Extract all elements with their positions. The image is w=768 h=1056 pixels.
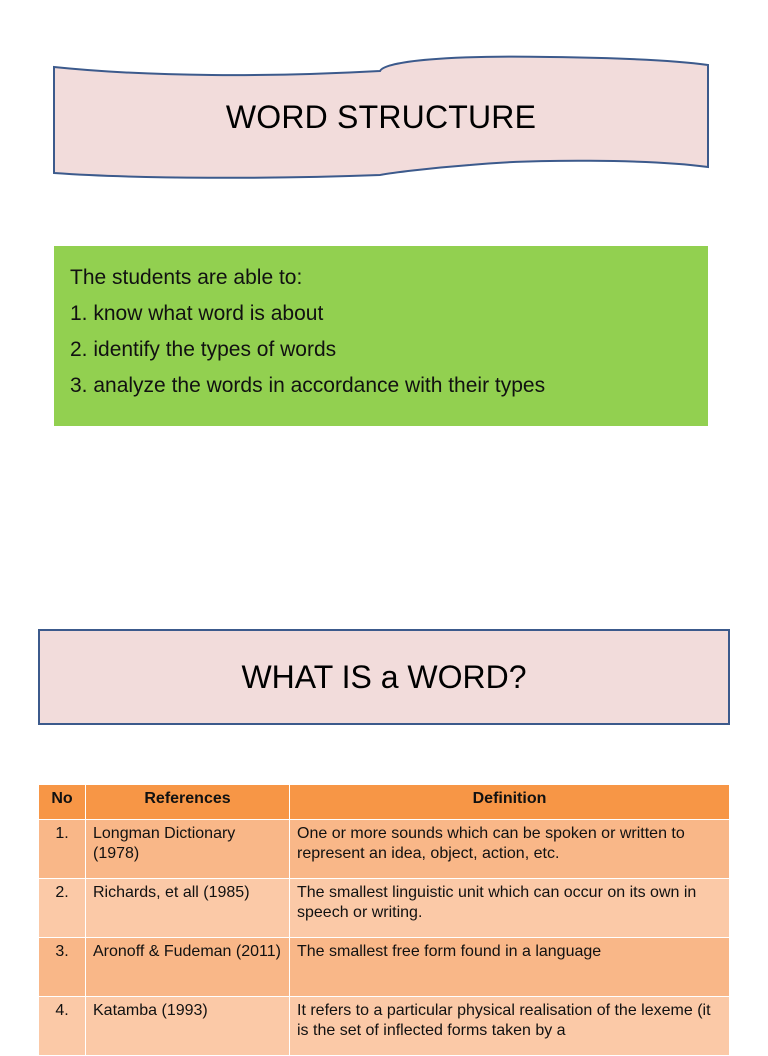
cell-reference: Aronoff & Fudeman (2011) <box>86 938 290 997</box>
cell-definition: The smallest linguistic unit which can occur on its own in speech or writing. <box>290 879 730 938</box>
cell-no: 2. <box>39 879 86 938</box>
definitions-table <box>38 784 730 1056</box>
cell-reference: Longman Dictionary (1978) <box>86 820 290 879</box>
objectives-intro: The students are able to: <box>70 266 303 289</box>
header-references: References <box>86 785 290 820</box>
cell-definition: One or more sounds which can be spoken or written to represent an idea, object, action, etc. <box>290 820 730 879</box>
cell-definition: The smallest free form found in a language <box>290 938 730 997</box>
slide-title: WORD STRUCTURE <box>225 99 537 135</box>
header-no: No <box>39 785 86 820</box>
cell-reference: Richards, et all (1985) <box>86 879 290 938</box>
cell-no: 4. <box>39 997 86 1056</box>
objective-item: 1. know what word is about <box>70 302 324 325</box>
objective-item: 3. analyze the words in accordance with their types <box>70 374 546 397</box>
title-banner <box>50 55 712 183</box>
cell-no: 3. <box>39 938 86 997</box>
table-header-row <box>39 785 730 820</box>
table-row <box>39 997 730 1056</box>
objective-item: 2. identify the types of words <box>70 338 337 361</box>
table-row <box>39 938 730 997</box>
objectives-box <box>54 246 708 426</box>
cell-definition: It refers to a particular physical realisation of the lexeme (it is the set of inflected forms taken by a <box>290 997 730 1056</box>
header-definition: Definition <box>290 785 730 820</box>
section-title: WHAT IS a WORD? <box>38 629 730 725</box>
cell-no: 1. <box>39 820 86 879</box>
table-row <box>39 820 730 879</box>
table-row <box>39 879 730 938</box>
cell-reference: Katamba (1993) <box>86 997 290 1056</box>
